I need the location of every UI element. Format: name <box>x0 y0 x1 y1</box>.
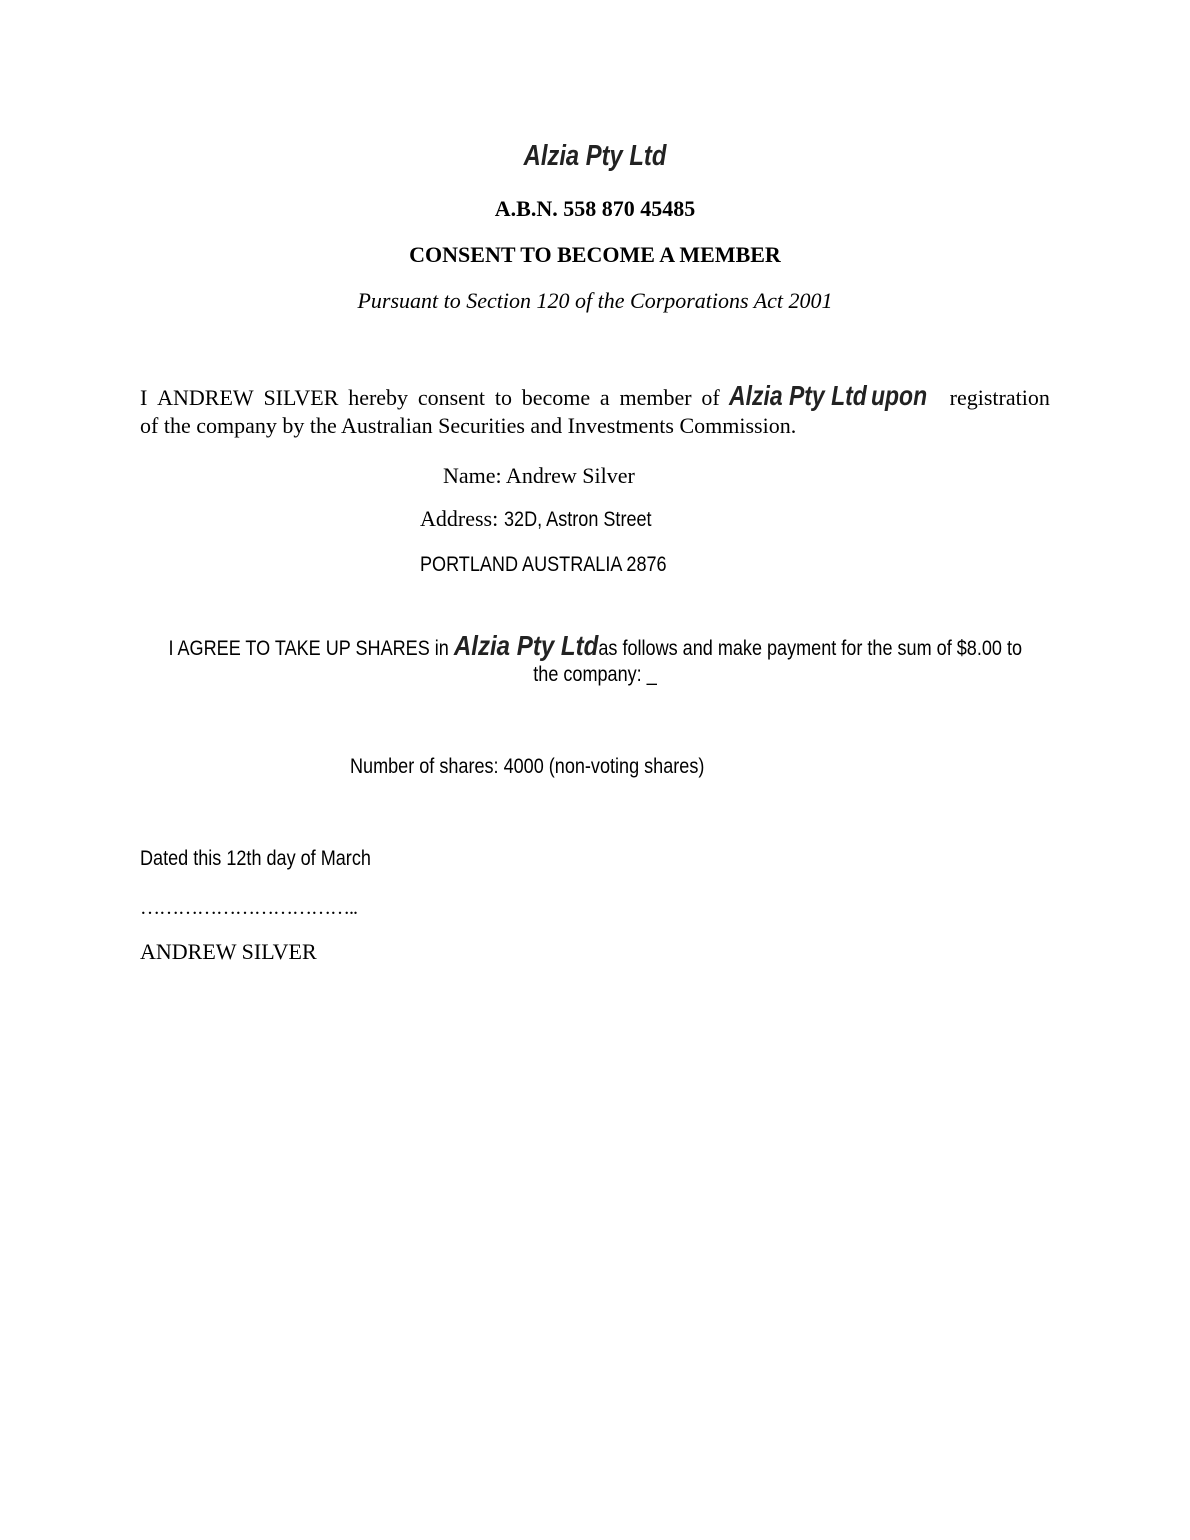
agree-shares-line-1 <box>0 630 1190 662</box>
address-value: 32D, Astron Street <box>503 508 652 531</box>
agree-company-name: Alzia Pty Ltd <box>453 630 599 661</box>
agree-suffix: as follows and make payment for the sum of $8.00 to <box>598 637 1022 660</box>
consent-company-text: Alzia Pty Ltd <box>729 380 868 411</box>
agree-shares-inner <box>168 630 1022 662</box>
abn-line: A.B.N. 558 870 45485 <box>494 196 696 221</box>
signatory-name: ANDREW SILVER <box>140 939 317 964</box>
consent-word: SILVER <box>263 385 339 410</box>
document-heading: CONSENT TO BECOME A MEMBER <box>409 242 781 267</box>
number-of-shares: Number of shares: 4000 (non-voting shares) <box>350 755 705 778</box>
consent-word: registration <box>949 385 1050 410</box>
company-title: Alzia Pty Ltd <box>523 140 667 172</box>
consent-word: hereby <box>348 385 409 410</box>
consent-word: to <box>494 385 512 410</box>
consent-line-2: of the company by the Australian Securities and Investments Commission. <box>140 413 797 438</box>
consent-word: member <box>619 385 692 410</box>
consent-upon-word: upon <box>871 380 928 411</box>
signature-line: …………………………….. <box>140 897 357 919</box>
agree-shares-line-2: the company: _ <box>533 663 657 686</box>
member-address <box>420 506 675 532</box>
consent-word: of <box>701 385 720 410</box>
dated-line: Dated this 12th day of March <box>140 847 371 870</box>
consent-word: consent <box>417 385 486 410</box>
member-address-line-2: PORTLAND AUSTRALIA 2876 <box>420 553 667 576</box>
agree-prefix: I AGREE TO TAKE UP SHARES in <box>168 637 454 660</box>
consent-word: ANDREW <box>157 385 254 410</box>
member-name: Name: Andrew Silver <box>443 463 635 488</box>
consent-paragraph <box>140 382 1050 440</box>
address-label: Address: <box>420 506 504 531</box>
consent-word: a <box>599 385 610 410</box>
consent-line-1 <box>140 382 1050 412</box>
pursuant-line: Pursuant to Section 120 of the Corporations Act 2001 <box>357 288 833 313</box>
consent-word: become <box>521 385 591 410</box>
consent-company-name <box>729 382 939 412</box>
consent-word: I <box>140 385 148 410</box>
